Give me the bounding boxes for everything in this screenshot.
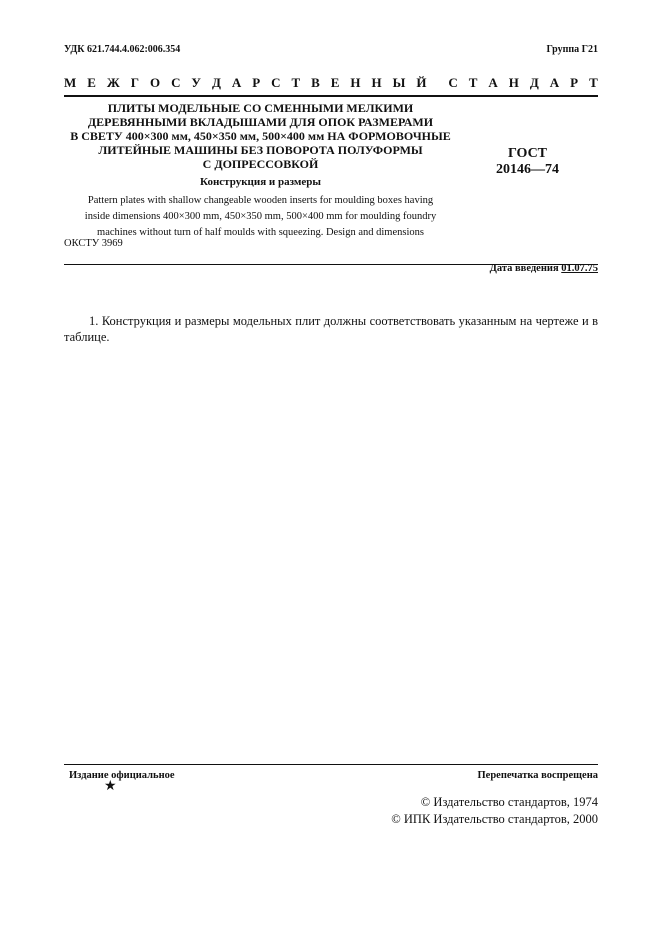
- okstu-code: ОКСТУ 3969: [64, 238, 123, 249]
- banner-letter: С: [271, 75, 281, 90]
- banner-letter: С: [448, 75, 458, 90]
- english-title: [64, 193, 457, 241]
- banner-letter: Н: [371, 75, 382, 90]
- title-line: ЛИТЕЙНЫЕ МАШИНЫ БЕЗ ПОВОРОТА ПОЛУФОРМЫ: [98, 143, 423, 157]
- banner-letter: М: [64, 75, 77, 90]
- title-line: В СВЕТУ 400×300 мм, 450×350 мм, 500×400 мм НА ФОРМОВОЧНЫЕ: [70, 129, 451, 143]
- english-title-line: machines without turn of half moulds with squeezing. Design and dimensions: [97, 227, 424, 238]
- title-line: ПЛИТЫ МОДЕЛЬНЫЕ СО СМЕННЫМИ МЕЛКИМИ: [107, 101, 414, 115]
- star-icon: ★: [104, 779, 117, 794]
- banner-letter: А: [231, 75, 242, 90]
- banner-letter: Т: [468, 75, 478, 90]
- interstate-standard-banner: [64, 75, 598, 91]
- gost-designation: [470, 146, 585, 178]
- banner-letter: Е: [87, 75, 96, 90]
- banner-letter: Ы: [392, 75, 406, 90]
- gost-label: ГОСТ: [507, 146, 548, 161]
- date-label: Дата введения: [489, 263, 559, 274]
- official-edition: Издание официальное: [69, 770, 175, 781]
- banner-letter: С: [171, 75, 181, 90]
- banner-letter: Й: [416, 75, 427, 90]
- banner-letter: Ж: [106, 75, 120, 90]
- title-line: ДЕРЕВЯННЫМИ ВКЛАДЫШАМИ ДЛЯ ОПОК РАЗМЕРАМИ: [87, 115, 434, 129]
- document-title: [64, 101, 457, 171]
- banner-letter: У: [191, 75, 201, 90]
- banner-letter: В: [311, 75, 320, 90]
- group-code: Группа Г21: [546, 44, 598, 55]
- banner-letter: Н: [508, 75, 519, 90]
- banner-letter: Д: [529, 75, 539, 90]
- banner-letter: Н: [350, 75, 361, 90]
- banner-letter: Р: [570, 75, 579, 90]
- banner-letter: А: [549, 75, 560, 90]
- banner-letter: О: [149, 75, 161, 90]
- date-value: 01.07.75: [561, 263, 598, 274]
- english-title-line: Pattern plates with shallow changeable wooden inserts for moulding boxes having: [87, 195, 434, 206]
- reprint-prohibited: Перепечатка воспрещена: [477, 770, 598, 781]
- footer-divider: [64, 764, 598, 765]
- banner-letter: Е: [330, 75, 340, 90]
- title-line: С ДОПРЕССОВКОЙ: [202, 157, 319, 171]
- copyright-line: © Издательство стандартов, 1974: [420, 795, 598, 809]
- copyright-line: © ИПК Издательство стандартов, 2000: [391, 812, 598, 826]
- header-divider: [64, 95, 598, 97]
- banner-letter: А: [488, 75, 498, 90]
- udk-code: УДК 621.744.4.062:006.354: [64, 44, 181, 55]
- english-title-line: inside dimensions 400×300 mm, 450×350 mm, 500×400 mm for moulding foundry: [84, 211, 437, 222]
- gost-number: 20146—74: [496, 162, 559, 177]
- copyright-block: [391, 794, 598, 828]
- banner-letter: Т: [291, 75, 301, 90]
- document-subtitle: Конструкция и размеры: [200, 176, 321, 188]
- banner-letter: Г: [130, 75, 139, 90]
- introduction-date: [490, 263, 598, 274]
- banner-letter: Т: [589, 75, 598, 90]
- top-row: [64, 44, 598, 55]
- banner-letter: Р: [252, 75, 261, 90]
- clause-1: 1. Конструкция и размеры модельных плит должны соответствовать указанным на чертеже и в таблице.: [64, 313, 598, 344]
- banner-letter: Д: [211, 75, 221, 90]
